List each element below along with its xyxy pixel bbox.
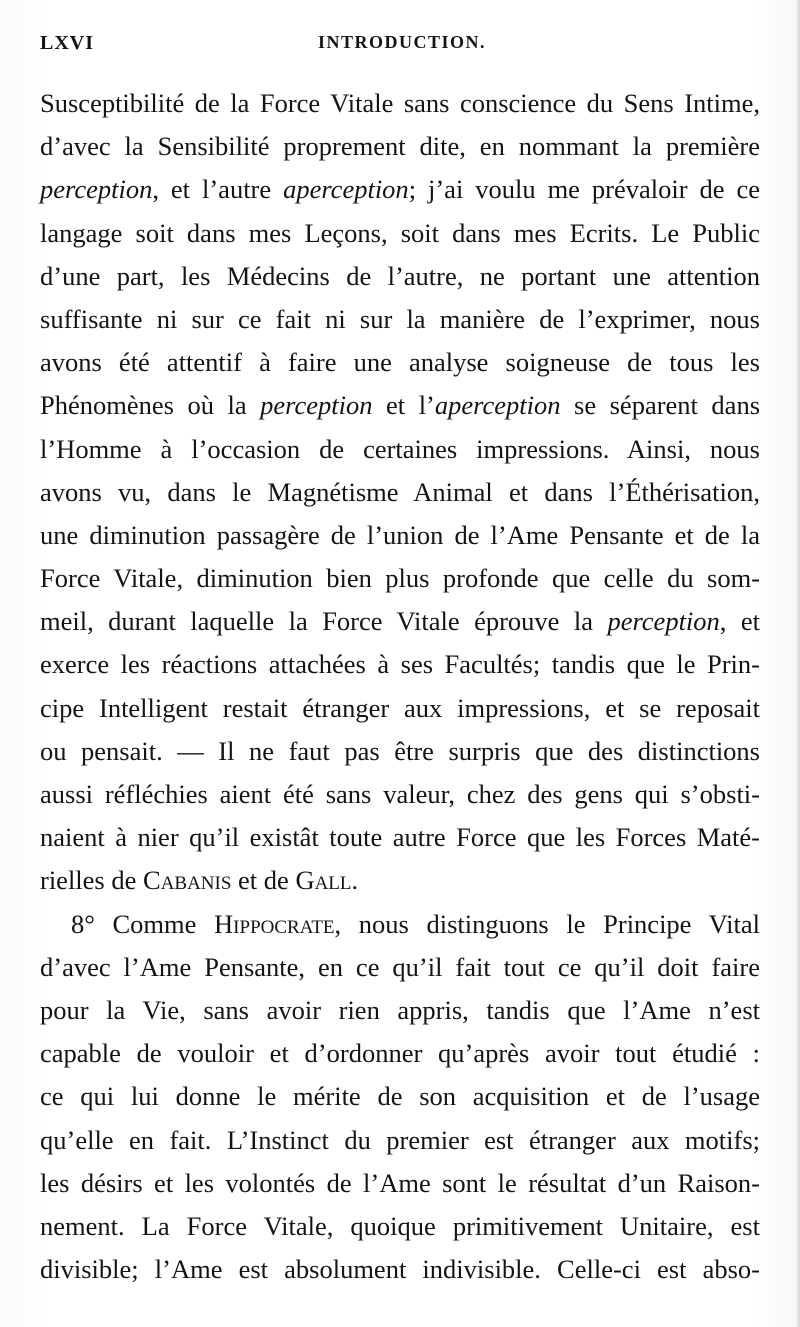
text-line: Susceptibilité de la Force Vitale sans conscience du Sens Intime, [40, 88, 760, 118]
page-header [40, 32, 760, 62]
paragraph-start-line [40, 903, 760, 946]
text-line: naient à nier qu’il existât toute autre Force que les Forces Maté- [40, 822, 760, 853]
text-run: meil, durant laquelle la Force Vitale éprouve la [40, 606, 608, 637]
text-line: les désirs et les volontés de l’Ame sont le résultat d’un Raison- [40, 1167, 760, 1198]
italic-term: perception [607, 606, 720, 637]
text-run: et de [231, 865, 296, 896]
text-line: ou pensait. — Il ne faut pas être surpris que des distinctions [40, 735, 760, 766]
text-run: , et [719, 606, 760, 637]
text-line: pour la Vie, sans avoir rien appris, tandis que l’Ame n’est [40, 994, 760, 1025]
text-run: , nous distinguons le Principe Vital [334, 908, 760, 939]
text-run: , et l’autre [152, 174, 284, 205]
text-line: cipe Intelligent restait étranger aux impressions, et se reposait [40, 692, 760, 723]
italic-term: aperception [283, 174, 409, 205]
text-run: 8° Comme [71, 908, 215, 939]
text-line [40, 600, 760, 643]
text-line: qu’elle en fait. L’Instinct du premier est étranger aux motifs; [40, 1124, 760, 1155]
italic-term: perception [260, 390, 373, 421]
page-number: LXVI [40, 32, 95, 54]
text-run: ; j’ai voulu me prévaloir de ce [408, 174, 760, 205]
text-line: divisible; l’Ame est absolument indivisible. Celle-ci est abso- [40, 1254, 760, 1285]
running-title: INTRODUCTION. [318, 32, 487, 52]
text-run: Phénomènes où la [40, 390, 261, 421]
text-run: . [351, 865, 359, 896]
text-line: aussi réfléchies aient été sans valeur, chez des gens qui s’obsti- [40, 779, 760, 809]
text-line: suffisante ni sur ce fait ni sur la manière de l’exprimer, nous [40, 303, 760, 334]
page-edge-shadow [794, 0, 800, 1327]
italic-term: perception [40, 174, 153, 205]
text-line: avons été attentif à faire une analyse soigneuse de tous les [40, 347, 760, 378]
text-line [40, 168, 760, 211]
text-line: d’avec l’Ame Pensante, en ce qu’il fait tout ce qu’il doit faire [40, 951, 760, 982]
author-name: Cabanis [143, 865, 232, 896]
text-line: Force Vitale, diminution bien plus profonde que celle du som- [40, 563, 760, 594]
text-line: ce qui lui donne le mérite de son acquisition et de l’usage [40, 1081, 760, 1112]
italic-term: aperception [434, 390, 561, 421]
text-line: l’Homme à l’occasion de certaines impressions. Ainsi, nous [40, 433, 760, 464]
body-text [40, 82, 760, 1291]
author-name: Gall [295, 865, 352, 896]
text-line: d’une part, les Médecins de l’autre, ne portant une attention [40, 260, 760, 291]
text-line: langage soit dans mes Leçons, soit dans mes Ecrits. Le Public [40, 217, 760, 248]
text-line: nement. La Force Vitale, quoique primitivement Unitaire, est [40, 1210, 760, 1241]
text-run: rielles de [40, 865, 144, 896]
text-line: avons vu, dans le Magnétisme Animal et dans l’Éthérisation, [40, 476, 760, 507]
text-line: capable de vouloir et d’ordonner qu’après avoir tout étudié : [40, 1038, 760, 1069]
author-name: Hippocrate [214, 908, 335, 939]
text-line: une diminution passagère de l’union de l’Ame Pensante et de la [40, 519, 760, 550]
text-run: se séparent dans [560, 390, 761, 421]
text-run: et l’ [372, 390, 435, 421]
text-line [40, 384, 760, 427]
paragraph-end-line [40, 859, 760, 902]
text-line: exerce les réactions attachées à ses Facultés; tandis que le Prin- [40, 649, 760, 680]
text-line: d’avec la Sensibilité proprement dite, en nommant la première [40, 131, 760, 162]
